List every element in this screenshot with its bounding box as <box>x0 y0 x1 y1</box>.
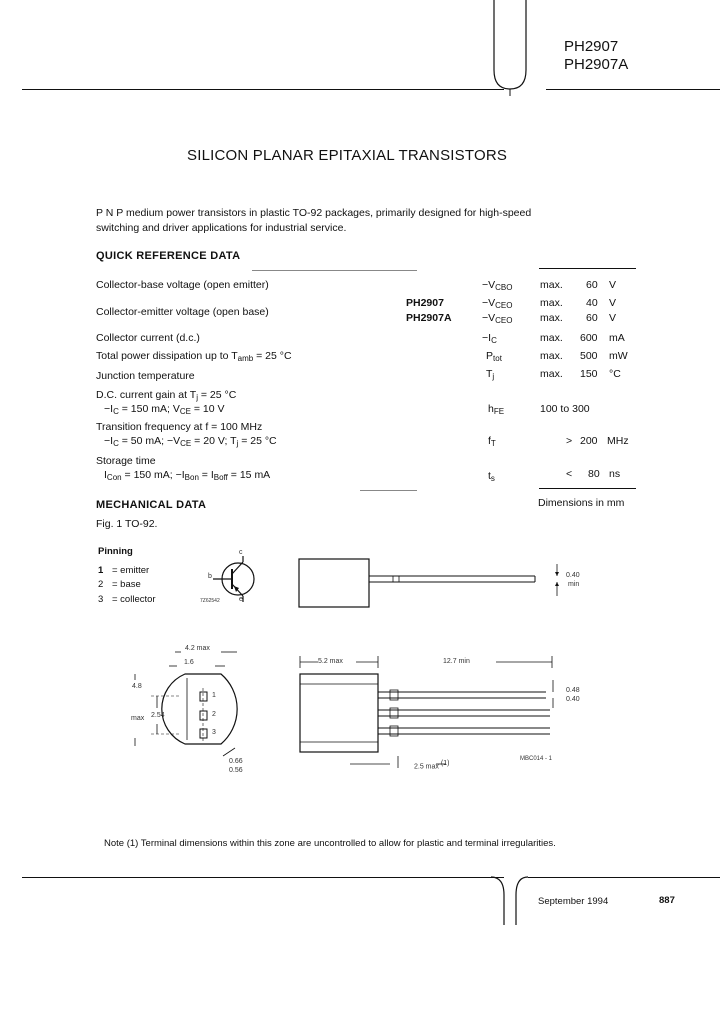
drawing-code: MBC014 - 1 <box>520 756 553 762</box>
qr-desc-power-dissipation: Total power dissipation up to $T_{amb} = 25$ °C <box>96 350 292 363</box>
qr-symbol-ft: $f_T$ <box>488 435 496 448</box>
pin-3-label: 3 <box>212 729 216 736</box>
qr-value-hfe: 100 to 300 <box>540 403 590 415</box>
pin-number: 1 <box>98 565 104 576</box>
qr-value: 60 <box>586 312 598 324</box>
qr-qualifier: max. <box>540 297 563 309</box>
symbol-label-e: e <box>239 596 243 603</box>
qr-variant-ph2907: PH2907 <box>406 297 444 309</box>
symbol-drawing-code: 7Z62542 <box>200 598 220 604</box>
quick-ref-end-rule-right <box>539 488 636 489</box>
page-title: SILICON PLANAR EPITAXIAL TRANSISTORS <box>187 147 508 164</box>
width-max-label: 4.2 max <box>185 645 210 652</box>
qr-qualifier: max. <box>540 279 563 291</box>
lead-thickness-value: 0.40 <box>566 572 580 579</box>
height-label-2: max <box>131 715 145 722</box>
qr-qualifier: max. <box>540 312 563 324</box>
body-length-label: 5.2 max <box>318 658 343 665</box>
qr-variant-ph2907a: PH2907A <box>406 312 452 324</box>
quick-ref-rule-right <box>539 268 636 269</box>
qr-value: 40 <box>586 297 598 309</box>
lead-diameter-2: 0.56 <box>229 767 243 774</box>
qr-unit: ns <box>609 468 621 480</box>
intro-line-1: P N P medium power transistors in plastic TO-92 packages, primarily designed for high-speed <box>96 207 532 219</box>
pin-name: = emitter <box>112 565 150 576</box>
part-number-ph2907a: PH2907A <box>564 56 629 73</box>
dimensions-note: Dimensions in mm <box>538 497 625 509</box>
qr-symbol-vceo: $-V_{CEO}$ <box>482 312 513 325</box>
qr-desc-collector-current: Collector current (d.c.) <box>96 332 200 344</box>
qr-value: 200 <box>580 435 598 447</box>
qr-unit: V <box>609 297 617 309</box>
part-number-ph2907: PH2907 <box>564 38 619 55</box>
qr-unit: V <box>609 312 617 324</box>
qr-desc-dc-gain-conditions: $-I_C = 150$ mA; $V_{CE} = 10$ V <box>104 403 225 416</box>
figure-caption: Fig. 1 TO-92. <box>96 518 158 530</box>
qr-desc-transition-frequency: Transition frequency at f = 100 MHz <box>96 421 263 433</box>
qr-desc-junction-temp: Junction temperature <box>96 370 195 382</box>
qr-desc-collector-emitter: Collector-emitter voltage (open base) <box>96 306 269 318</box>
header-rule-left <box>22 89 504 90</box>
qr-symbol-ts: $t_s$ <box>488 470 495 483</box>
pin-number: 2 <box>98 579 104 590</box>
qr-value: 500 <box>580 350 598 362</box>
qr-desc-storage-time: Storage time <box>96 455 156 467</box>
qr-desc-collector-base: Collector-base voltage (open emitter) <box>96 279 269 291</box>
pin-2-label: 2 <box>212 711 216 718</box>
pitch-outer-label: 1.6 <box>184 659 194 666</box>
footer-rule-right <box>528 877 720 878</box>
lead-width-2: 0.40 <box>566 696 580 703</box>
pin-name: = base <box>112 579 141 590</box>
qr-qualifier: max. <box>540 368 563 380</box>
qr-value: 60 <box>586 279 598 291</box>
header-brace <box>485 0 535 100</box>
pin-number: 3 <box>98 594 104 605</box>
pin-name: = collector <box>112 594 156 605</box>
qr-unit: °C <box>609 368 621 380</box>
qr-symbol-hfe: $h_{FE}$ <box>488 403 505 416</box>
footer-date: September 1994 <box>538 896 609 907</box>
footer-rule-left <box>22 877 504 878</box>
qr-desc-storage-conditions: $I_{Con} = 150$ mA; $-I_{Bon} = I_{Boff} = 15$ mA <box>104 469 271 482</box>
qr-value: 600 <box>580 332 598 344</box>
qr-symbol-ptot: $P_{tot}$ <box>486 350 502 363</box>
footer-page-number: 887 <box>659 895 675 906</box>
qr-symbol-vceo: $-V_{CEO}$ <box>482 297 513 310</box>
qr-value: 150 <box>580 368 598 380</box>
footnote: Note (1) Terminal dimensions within this zone are uncontrolled to allow for plastic and terminal irregularities. <box>104 838 556 849</box>
qr-desc-transition-conditions: $-I_C = 50$ mA; $-V_{CE} = 20$ V; $T_j = 25$ °C <box>104 435 277 448</box>
qr-qualifier: max. <box>540 350 563 362</box>
pinning-heading: Pinning <box>98 546 133 557</box>
qr-symbol-vcbo: $-V_{CBO}$ <box>482 279 513 292</box>
lead-thickness-unit: min <box>568 581 580 588</box>
qr-unit: mA <box>609 332 625 344</box>
lead-diameter-1: 0.66 <box>229 758 243 765</box>
qr-unit: V <box>609 279 617 291</box>
to92-side-view-drawing <box>295 556 575 616</box>
qr-qualifier: > <box>566 435 573 447</box>
quick-ref-rule-left <box>252 270 417 271</box>
qr-symbol-ic: $-I_C$ <box>482 332 497 345</box>
footer-brace <box>490 877 530 927</box>
quick-reference-heading: QUICK REFERENCE DATA <box>96 250 241 262</box>
qr-qualifier: < <box>566 468 573 480</box>
qr-qualifier: max. <box>540 332 563 344</box>
lead-length-label: 12.7 min <box>443 658 470 665</box>
to92-front-view-drawing <box>290 652 570 772</box>
pitch-label: 2.54 <box>151 712 165 719</box>
pin-1-label: 1 <box>212 692 216 699</box>
qr-symbol-tj: $T_j$ <box>486 368 495 381</box>
qr-value: 80 <box>588 468 600 480</box>
qr-unit: MHz <box>607 435 629 447</box>
zone-label: 2.5 max $^{(1)}$ <box>414 760 450 771</box>
quick-ref-end-rule-left <box>360 490 417 491</box>
qr-desc-dc-gain: D.C. current gain at $T_j = 25$ °C <box>96 389 237 402</box>
height-label-1: 4.8 <box>132 683 142 690</box>
symbol-label-c: c <box>239 549 243 556</box>
header-rule-right <box>546 89 720 90</box>
intro-line-2: switching and driver applications for industrial service. <box>96 222 347 234</box>
lead-width-1: 0.48 <box>566 687 580 694</box>
mechanical-data-heading: MECHANICAL DATA <box>96 499 207 511</box>
symbol-label-b: b <box>208 573 212 580</box>
qr-unit: mW <box>609 350 628 362</box>
